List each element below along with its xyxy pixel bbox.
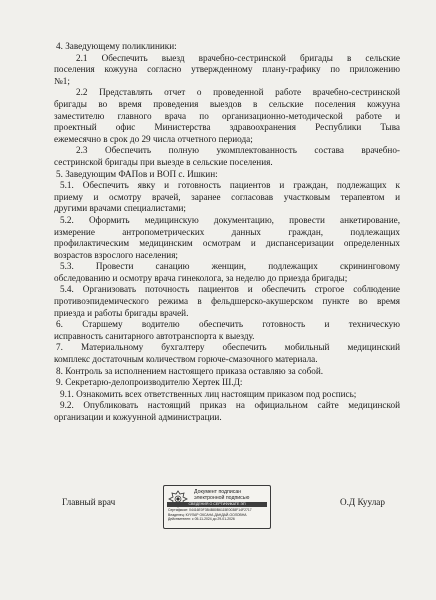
document-line: приезда и работы бригады врачей. (54, 307, 189, 318)
document-line: 5.1. Обеспечить явку и готовность пациентов и граждан, подлежащих к (60, 180, 400, 191)
document-line: 2.2 Представлять отчет о проведенной работе врачебно-сестринской (76, 87, 400, 98)
document-line: 5.3. Провести санацию женщин, подлежащих скрининговому (60, 261, 400, 272)
stamp-title-line1: Документ подписан (194, 489, 242, 495)
document-line: проектный офис Министерства здравоохранения Республики Тыва (54, 122, 400, 133)
document-line: возрастов взрослого населения; (54, 249, 178, 260)
document-line: 9. Секретарю-делопроизводителю Хертек Ш.Д: (56, 377, 243, 388)
document-line: 8. Контроль за исполнением настоящего приказа оставляю за собой. (56, 365, 324, 376)
document-line: ежемесячно в срок до 29 числа отчетного периода; (54, 133, 253, 144)
document-line: комплекс достаточным количеством горюче-смазочного материала. (54, 354, 318, 365)
stamp-band: СВЕДЕНИЯ О СЕРТИФИКАТЕ ЭП (167, 502, 267, 507)
stamp-title-line2: электронной подписью (194, 495, 250, 501)
document-line: 9.1. Ознакомить всех ответственных лиц настоящим приказом под роспись; (60, 388, 357, 399)
document-line: измерение антропометрических данных граждан, подлежащих (54, 226, 400, 237)
document-line: поселения кожууна согласно утвержденному плану-графику по приложению (54, 64, 400, 75)
document-line: исправность санитарного автотранспорта к выезду. (54, 330, 255, 341)
document-line: 5.4. Организовать поточность пациентов и обеспечить строгое соблюдение (60, 284, 400, 295)
document-line: 2.1 Обеспечить выезд врачебно-сестринской бригады в сельские (76, 52, 400, 63)
stamp-owner: Владелец: КУУЛАР ОКСАНА ДАНДАЙ-ООЛОВНА (168, 512, 247, 517)
document-line: организации и кожуунной администрации. (54, 412, 222, 422)
document-line: 9.2. Опубликовать настоящий приказ на официальном сайте медицинской (60, 400, 400, 411)
document-line: бригады во время проведения выездов в сельские поселения кожууна (54, 98, 400, 109)
document-line: другими врачами специалистами; (54, 203, 186, 214)
document-line: сестринской бригады при выезде в сельские поселения. (54, 156, 273, 167)
electronic-signature-stamp (163, 485, 271, 529)
document-line: 7. Материальному бухгалтеру обеспечить мобильный медицинский (56, 342, 400, 353)
signature-block (0, 480, 436, 520)
document-line: 5.2. Оформить медицинскую документацию, провести анкетирование, (60, 214, 400, 225)
document-line: №1; (54, 75, 70, 86)
document-line: 6. Старшему водителю обеспечить готовность и техническую (56, 319, 400, 330)
signer-position: Главный врач (62, 497, 116, 507)
document-line: 2.3 Обеспечить полную укомплектованность состава врачебно- (76, 145, 400, 156)
document-line: приему и осмотру врачей, заранее согласовав участковым терапевтом и (54, 191, 400, 202)
document-line: 4. Заведующему поликлиники: (56, 41, 177, 51)
document-line: обследованию и осмотру врача гинеколога, за неделю до приезда бригады; (54, 272, 348, 283)
document-line: 5. Заведующим ФАПов и ВОП с. Ишкин: (56, 168, 218, 179)
document-line: профилактическим медицинским осмотрам и диспансеризации определенных (54, 238, 400, 249)
stamp-validity: Действителен: с 05-11-2024 до 29-01-2026 (168, 517, 235, 522)
stamp-certificate: Сертификат: 04416E0F3B4B80B6115E0038F14F2717 (168, 508, 252, 512)
signer-name: О.Д Куулар (340, 497, 385, 507)
document-line: противоэпидемического режима в фельдшерско-акушерском пункте во время (54, 296, 400, 307)
document-line: заместителю главного врача по организационно-методической работе и (54, 110, 400, 121)
document-body (54, 41, 400, 424)
